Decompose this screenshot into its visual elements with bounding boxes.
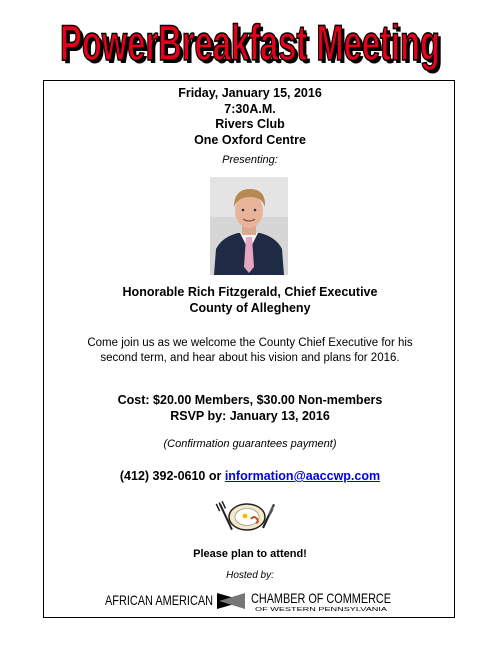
event-time: 7:30A.M. [224,101,276,116]
speaker-name: Honorable Rich Fitzgerald, Chief Executive [122,285,378,299]
speaker-photo [210,177,288,275]
description-line: second term, and hear about his vision and plans for 2016. [100,352,400,364]
title-banner [0,2,500,82]
speaker-info [0,284,500,316]
presenting-label: Presenting: [222,154,278,166]
cost-text: Cost: $20.00 Members, $30.00 Non-members [117,393,383,407]
chamber-logo [105,589,395,613]
email-link[interactable]: information@aaccwp.com [224,469,381,483]
page-title: PowerBreakfast Meeting [60,15,440,71]
event-venue: Rivers Club [215,117,285,131]
event-description [0,336,500,366]
logo-left-text: AFRICAN AMERICAN [105,592,213,608]
confirmation-note: (Confirmation guarantees payment) [163,438,337,450]
rsvp-text: RSVP by: January 13, 2016 [170,408,330,423]
contact-line [0,469,500,483]
event-date: Friday, January 15, 2016 [178,86,322,100]
cost-rsvp [0,393,500,424]
phone-number: (412) 392-0610 or [119,469,225,483]
event-details [0,86,500,148]
speaker-organization: County of Allegheny [189,301,311,315]
description-line: Come join us as we welcome the County Chief Executive for his [87,337,413,349]
logo-right-text: CHAMBER OF COMMERCE [251,590,391,606]
logo-tagline: OF WESTERN PENNSYLVANIA [255,607,389,613]
event-address: One Oxford Centre [194,132,306,147]
hosted-by-label: Hosted by: [226,570,274,581]
breakfast-plate-icon [216,497,276,535]
plan-to-attend: Please plan to attend! [193,548,307,560]
title-shadow: PowerBreakfast Meeting [63,18,443,74]
